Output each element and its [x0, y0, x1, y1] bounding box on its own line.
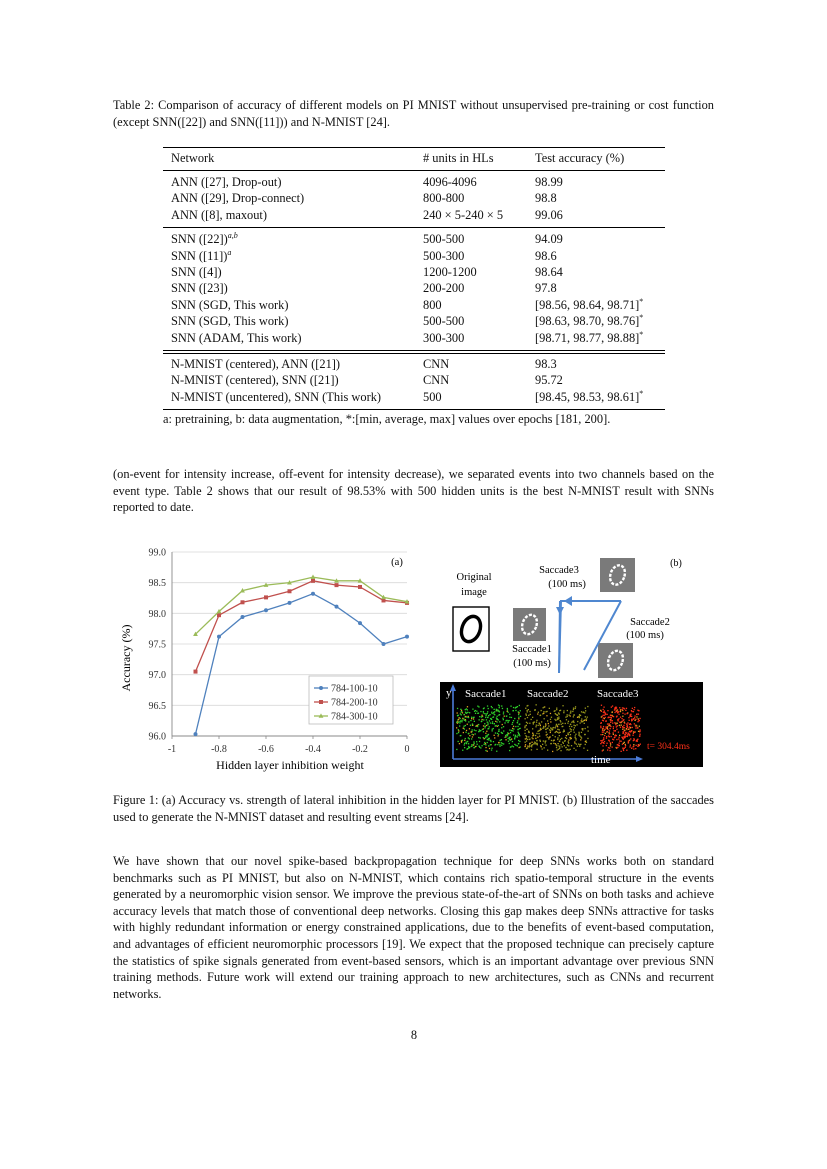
header-accuracy: Test accuracy (%)	[535, 151, 625, 165]
paragraph-conclusion: We have shown that our novel spike-based backpropagation technique for deep SNNs works both on standard benchmarks such as PI MNIST, but also on N-MNIST, which contains rich spatio-temporal structure in the events generated by a neuromorphic vision sensor. We improve the previous state-of-the-art of SNNs on both tasks and achieve accuracy levels that match those of conventional deep networks. Closing this gap makes deep SNNs attractive for tasks with highly redundant information or energy constrained applications, due to the benefits of event-based computation, and advantages of efficient neuromorphic processors [19]. We expect that the proposed technique can precisely capture the statistics of spike signals generated from event-based sensors, which is an important advantage over previous SNN training methods. Future work will extend our training approach to new architectures, such as CNNs and recurrent networks.	[113, 854, 714, 1001]
cell-units: 200-200	[423, 281, 465, 296]
stream-label-saccade1: Saccade1	[465, 688, 507, 700]
cell-network: N-MNIST (centered), SNN ([21])	[171, 373, 339, 388]
data-point	[335, 583, 339, 587]
table-row	[171, 313, 671, 329]
page-number: 8	[410, 1028, 418, 1042]
x-tick-label: 0	[404, 744, 410, 755]
cell-accuracy: 97.8	[535, 281, 557, 296]
table-bottom-rule	[163, 409, 665, 410]
cell-accuracy: [98.71, 98.77, 98.88]*	[535, 329, 644, 345]
y-tick-label: 96.0	[148, 731, 166, 743]
saccade2-label-line2: (100 ms)	[626, 630, 664, 641]
table-row	[171, 190, 671, 206]
cell-units: CNN	[423, 357, 450, 372]
table-caption: Table 2: Comparison of accuracy of different models on PI MNIST without unsupervised pre-training or cost function (except SNN([22]) and SNN([11])) and N-MNIST [24].	[113, 98, 714, 129]
saccade2-thumbnail	[598, 643, 633, 678]
table-row	[171, 389, 671, 405]
table-row	[171, 248, 671, 264]
stream-time-stamp: t= 304.4ms	[647, 742, 690, 752]
table-header-rule	[163, 170, 665, 171]
y-tick-label: 98.0	[148, 608, 166, 620]
saccade3-thumbnail	[600, 558, 635, 592]
data-point	[311, 575, 316, 579]
cell-network: SNN $([11])^a$	[171, 247, 232, 263]
legend-label: 784-100-10	[331, 683, 378, 695]
data-point	[194, 732, 198, 736]
cell-accuracy: [98.63, 98.70, 98.76]*	[535, 313, 644, 329]
table-top-rule	[163, 147, 665, 148]
panel-label-a: (a)	[391, 557, 403, 568]
cell-accuracy: 98.99	[535, 175, 563, 189]
legend-label: 784-300-10	[331, 711, 378, 723]
table-row	[171, 372, 671, 388]
data-point	[311, 592, 315, 596]
cell-accuracy: [98.56, 98.64, 98.71]*	[535, 296, 644, 312]
cell-network: SNN (SGD, This work)	[171, 297, 289, 312]
x-tick-label: -0.6	[258, 744, 274, 755]
table-row	[171, 297, 671, 313]
legend-marker	[319, 686, 323, 690]
header-network: Network	[171, 151, 215, 165]
cell-units: 800-800	[423, 191, 465, 206]
legend-marker	[319, 700, 323, 704]
cell-units: 500-500	[423, 232, 465, 247]
cell-network: ANN ([29], Drop-connect)	[171, 191, 305, 206]
data-point	[217, 635, 221, 639]
figure-caption: Figure 1: (a) Accuracy vs. strength of lateral inhibition in the hidden layer for PI MNIST. (b) Illustration of the saccades used to generate the N-MNIST dataset and resulting event streams [24].	[113, 793, 714, 824]
results-table	[171, 150, 671, 166]
data-point	[217, 613, 221, 617]
cell-units: CNN	[423, 373, 450, 388]
legend-label: 784-200-10	[331, 697, 378, 709]
saccade1-thumbnail	[513, 608, 546, 641]
data-point	[311, 579, 315, 583]
cell-units: 240 × 5-240 × 5	[423, 207, 504, 222]
cell-accuracy: [98.45, 98.53, 98.61]*	[535, 388, 644, 404]
table-row	[171, 264, 671, 280]
results-table-wrap	[171, 150, 671, 166]
panel-label-b: (b)	[670, 558, 682, 569]
saccade1-label-line2: (100 ms)	[513, 658, 551, 669]
results-table-body	[171, 174, 671, 405]
cell-accuracy: 99.06	[535, 207, 563, 222]
cell-units: 300-300	[423, 330, 465, 345]
y-tick-label: 98.5	[148, 578, 166, 590]
original-label-line1: Original	[456, 572, 492, 583]
data-point	[288, 589, 292, 593]
data-point	[358, 585, 362, 589]
original-label-line2: image	[461, 587, 487, 598]
y-tick-label: 96.5	[148, 700, 166, 712]
cell-network: SNN (ADAM, This work)	[171, 330, 302, 345]
data-point	[264, 595, 268, 599]
data-point	[194, 670, 198, 674]
y-tick-label: 97.0	[148, 670, 166, 682]
cell-network: N-MNIST (uncentered), SNN (This work)	[171, 389, 382, 404]
cell-accuracy: 98.3	[535, 357, 557, 372]
table-row	[171, 330, 671, 346]
series-784-300-10	[193, 575, 409, 636]
stream-y-label: y	[446, 687, 452, 699]
data-point	[405, 635, 409, 639]
table-row	[171, 346, 671, 372]
saccade1-label-line1: Saccade1	[512, 644, 552, 655]
table-row	[171, 174, 671, 190]
cell-units: 1200-1200	[423, 265, 477, 280]
cell-accuracy: 95.72	[535, 373, 563, 388]
x-tick-label: -0.2	[352, 744, 368, 755]
stream-label-saccade3: Saccade3	[597, 688, 639, 700]
cell-accuracy: 94.09	[535, 232, 563, 247]
data-point	[382, 642, 386, 646]
data-point	[288, 601, 292, 605]
saccade3-label-line1: Saccade3	[539, 565, 579, 576]
cell-network: N-MNIST (centered), ANN ([21])	[171, 357, 341, 372]
cell-units: 800	[423, 297, 442, 312]
cell-accuracy: 98.6	[535, 248, 557, 263]
original-digit-image	[453, 607, 489, 651]
table-footnote: a: pretraining, b: data augmentation, *:[min, average, max] values over epochs [181, 200].	[163, 412, 611, 426]
header-units: # units in HLs	[423, 151, 494, 165]
table-body-wrap	[171, 174, 671, 405]
chart-legend	[309, 676, 393, 724]
saccade3-label-line2: (100 ms)	[548, 579, 586, 590]
chart-x-label: Hidden layer inhibition weight	[216, 758, 364, 772]
cell-network: SNN (SGD, This work)	[171, 314, 289, 329]
saccade2-label-line1: Saccade2	[630, 617, 670, 628]
cell-network: SNN $([22])^{a,b}$	[171, 231, 238, 247]
paragraph-event-channels: (on-event for intensity increase, off-event for intensity decrease), we separated events into two channels based on the event type. Table 2 shows that our result of 98.53% with 500 hidden units is the best N-MNIST result with SNNs reported to date.	[113, 467, 714, 515]
x-tick-label: -0.4	[305, 744, 321, 755]
cell-accuracy: 98.64	[535, 265, 563, 280]
cell-units: 500	[423, 389, 442, 404]
stream-time-label: time	[591, 754, 611, 766]
table-row	[171, 207, 671, 223]
cell-network: SNN ([23])	[171, 281, 228, 296]
y-tick-label: 99.0	[148, 547, 166, 559]
x-tick-label: -0.8	[211, 744, 227, 755]
cell-network: ANN ([8], maxout)	[171, 207, 268, 222]
x-tick-label: -1	[167, 744, 177, 755]
chart-y-label: Accuracy (%)	[119, 624, 133, 692]
data-point	[335, 605, 339, 609]
cell-units: 500-500	[423, 314, 465, 329]
saccade-illustration	[440, 545, 703, 767]
stream-label-saccade2: Saccade2	[527, 688, 569, 700]
cell-accuracy: 98.8	[535, 191, 557, 206]
table-header-row	[171, 150, 671, 166]
y-tick-label: 97.5	[148, 639, 166, 651]
data-point	[264, 608, 268, 612]
cell-units: 500-300	[423, 248, 465, 263]
table-row	[171, 223, 671, 247]
cell-network: ANN ([27], Drop-out)	[171, 175, 282, 189]
cell-network: SNN ([4])	[171, 265, 222, 280]
data-point	[241, 615, 245, 619]
event-stream-panel	[440, 682, 703, 767]
cell-units: 4096-4096	[423, 175, 477, 189]
data-point	[241, 600, 245, 604]
table-row	[171, 280, 671, 296]
data-point	[358, 621, 362, 625]
series-line	[196, 581, 408, 672]
accuracy-inhibition-chart	[110, 540, 430, 776]
